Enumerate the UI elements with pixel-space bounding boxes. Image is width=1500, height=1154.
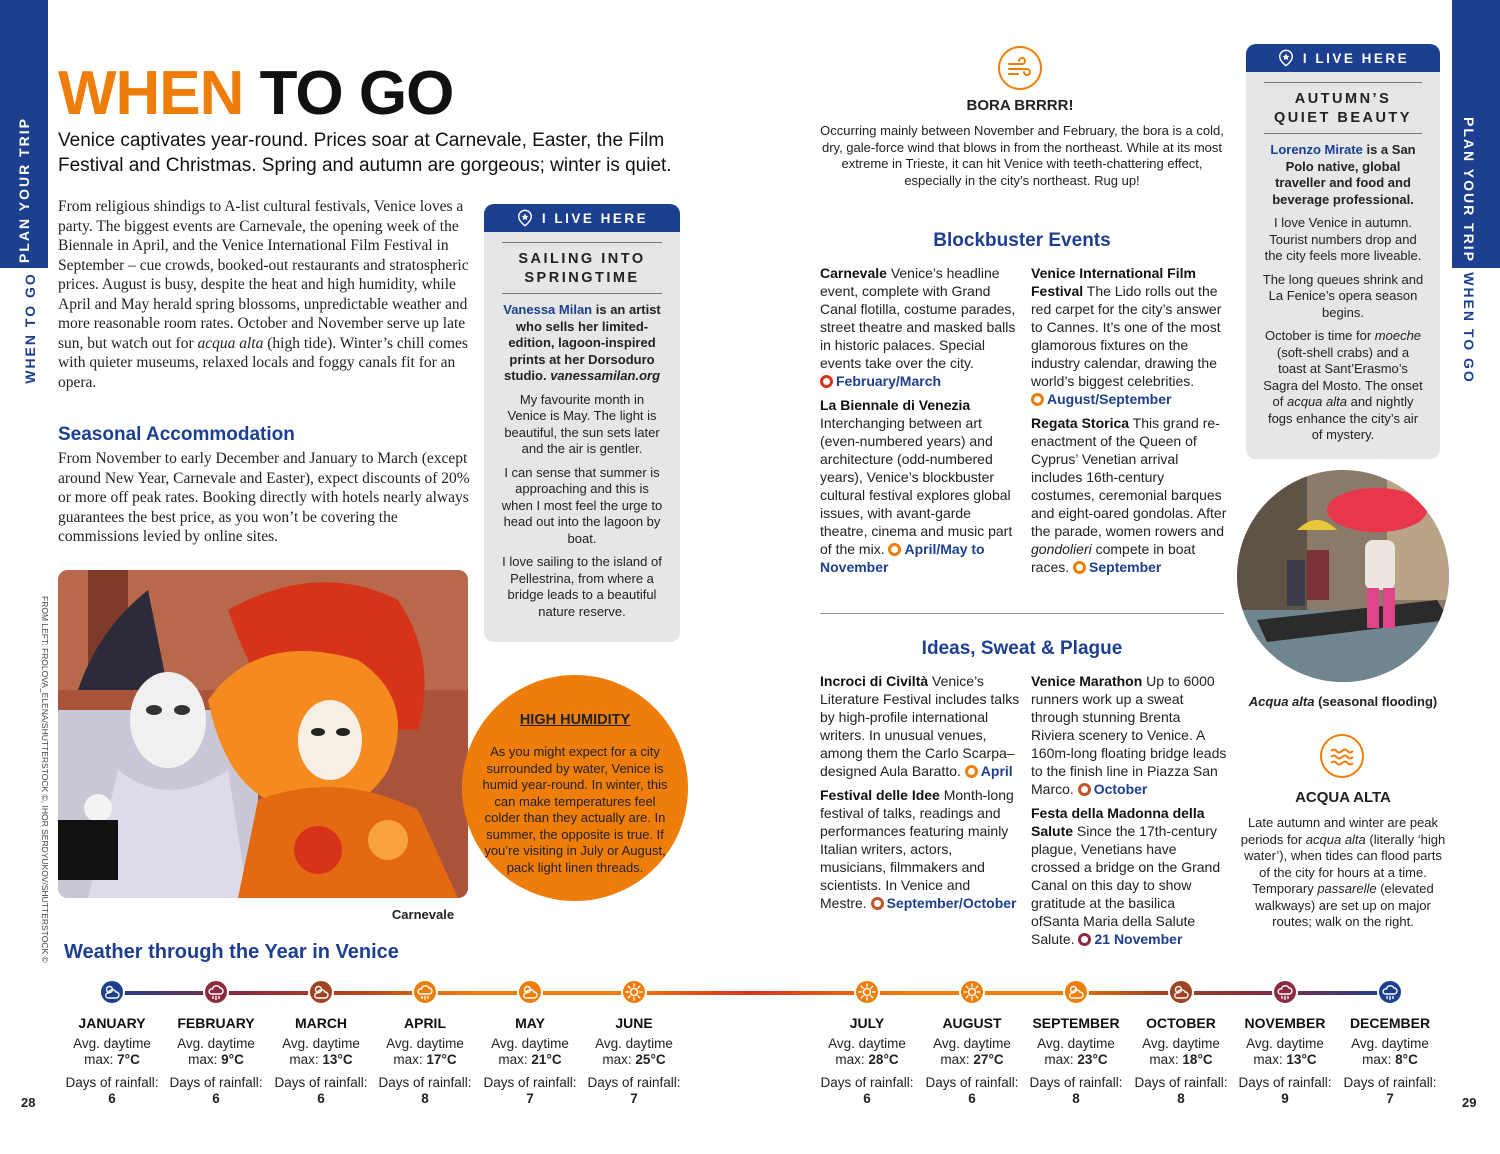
calendar-icon xyxy=(1078,933,1091,946)
month-name: JANUARY xyxy=(78,1015,146,1031)
month-name: MARCH xyxy=(294,1015,348,1031)
month-march xyxy=(261,979,381,1107)
box-bio: Lorenzo Mirate is a San Polo native, global traveller and food and beverage professional. xyxy=(1270,142,1416,207)
cloud-rain-icon xyxy=(1377,979,1403,1005)
event-regata-storica: Regata Storica This grand re-enactment of the Queen of Cyprus’ Venetian arrival includes 16th-century costumes, ceremonial barques and eight-oared gondolas. After the parade, women rowers and gondolieri compete in boat races. September xyxy=(1031,415,1227,575)
event-marathon: Venice Marathon Up to 6000 runners work up a sweat through stunning Brenta Riviera scenery to Venice. A 160m-long floating bridge leads to the finish line in Piazza San Marco. October xyxy=(1031,673,1227,797)
acqua-alta-heading: ACQUA ALTA xyxy=(1295,789,1391,806)
i-live-here-badge: I LIVE HERE xyxy=(1246,44,1440,72)
event-film-festival: Venice International Film Festival The Lido rolls out the red carpet for the city’s answer to Cannes. It’s one of the most glamorous fixtures on the industry calendar, drawing the world’s biggest celebrities. August/September xyxy=(1031,265,1222,407)
box-paragraph-2: The long queues shrink and La Fenice’s opera season begins. xyxy=(1262,271,1424,320)
cloud-rain-icon xyxy=(412,979,438,1005)
month-may xyxy=(470,979,590,1107)
calendar-icon xyxy=(888,543,901,556)
month-february xyxy=(156,979,276,1107)
waves-icon xyxy=(1320,734,1364,778)
humidity-heading: HIGH HUMIDITY xyxy=(519,712,631,728)
month-temp: Avg. daytime max: 27°C xyxy=(933,1036,1011,1067)
box-paragraph-1: My favourite month in Venice is May. The light is beautiful, the sun sets later and the air is gentler. xyxy=(504,391,660,456)
high-humidity-panel xyxy=(462,675,688,901)
month-august xyxy=(912,979,1032,1107)
right-side-tab xyxy=(1452,0,1500,1154)
month-rain: Days of rainfall: 6 xyxy=(65,1075,159,1106)
month-rain: Days of rainfall: 9 xyxy=(1238,1075,1332,1106)
month-october xyxy=(1121,979,1241,1107)
page-subtitle: Venice captivates year-round. Prices soar at Carnevale, Easter, the Film Festival and Christmas. Spring and autumn are gorgeous; winter is quiet. xyxy=(58,130,672,176)
page-number-right: 29 xyxy=(1462,1095,1477,1110)
ideas-heading: Ideas, Sweat & Plague xyxy=(921,638,1123,659)
acqua-alta-caption: Acqua alta (seasonal flooding) xyxy=(1248,694,1438,709)
month-name: FEBRUARY xyxy=(177,1015,255,1031)
month-name: APRIL xyxy=(404,1015,446,1031)
location-star-icon xyxy=(516,209,534,227)
cloud-sun-icon xyxy=(308,979,334,1005)
month-temp: Avg. daytime max: 18°C xyxy=(1142,1036,1220,1067)
i-live-here-box-vanessa xyxy=(484,204,680,642)
left-side-tab xyxy=(0,0,48,1154)
month-temp: Avg. daytime max: 25°C xyxy=(595,1036,673,1067)
blockbuster-heading: Blockbuster Events xyxy=(933,230,1111,251)
side-label-plan: PLAN YOUR TRIP xyxy=(16,117,32,263)
i-live-here-box-lorenzo xyxy=(1246,44,1440,459)
bora-heading: BORA BRRRR! xyxy=(966,97,1074,114)
i-live-here-badge: I LIVE HERE xyxy=(484,204,680,232)
box-paragraph-3: October is time for moeche (soft-shell crabs) and a toast at Sant’Erasmo’s Sagra del Mosto. The onset of acqua alta and nightly fogs enhance the city’s air of mystery. xyxy=(1263,328,1423,442)
sun-icon xyxy=(621,979,647,1005)
month-temp: Avg. daytime max: 8°C xyxy=(1351,1036,1429,1067)
calendar-icon xyxy=(871,897,884,910)
calendar-icon xyxy=(820,375,833,388)
month-temp: Avg. daytime max: 17°C xyxy=(386,1036,464,1067)
box-paragraph-2: I can sense that summer is approaching and this is when I most feel the urge to head out into the lagoon by boat. xyxy=(501,464,663,546)
month-july xyxy=(807,979,927,1107)
box-title: SAILING INTO SPRINGTIME xyxy=(502,242,662,294)
month-name: MAY xyxy=(515,1015,545,1031)
accommodation-paragraph: From November to early December and January to March (except around New Year, Carnevale and Easter), expect discounts of 20% or more off peak rates. Booking directly with hotels nearly always guarantees the best price, as you won’t be covering the commissions levied by online sites. xyxy=(58,450,470,545)
month-name: JUNE xyxy=(615,1015,653,1031)
month-rain: Days of rainfall: 8 xyxy=(1029,1075,1123,1106)
event-festa-salute: Festa della Madonna della Salute Since the 17th-century plague, Venetians have crossed a bridge on the Grand Canal on this day to show gratitude at the basilica ofSanta Maria della Salute Salute. 21 November xyxy=(1031,805,1221,947)
photo-caption: Carnevale xyxy=(391,907,455,922)
box-paragraph-3: I love sailing to the island of Pellestrina, from where a bridge leads to a beautiful nature reserve. xyxy=(502,554,662,619)
month-temp: Avg. daytime max: 28°C xyxy=(828,1036,906,1067)
month-temp: Avg. daytime max: 13°C xyxy=(282,1036,360,1067)
month-rain: Days of rainfall: 8 xyxy=(378,1075,472,1106)
sun-icon xyxy=(959,979,985,1005)
cloud-sun-icon xyxy=(517,979,543,1005)
month-rain: Days of rainfall: 6 xyxy=(820,1075,914,1106)
carnevale-photo xyxy=(58,570,468,898)
side-label-when-right: WHEN TO GO xyxy=(1461,272,1477,384)
month-december xyxy=(1330,979,1450,1107)
blockbuster-column-1 xyxy=(820,264,1020,582)
month-rain: Days of rainfall: 7 xyxy=(1343,1075,1437,1106)
event-incroci: Incroci di Civiltà Venice’s Literature Festival includes talks by high-profile international writers. In unusual venues, among them the Carlo Scarpa–designed Aula Baratto. April xyxy=(820,673,1020,779)
photo-credit: FROM LEFT: FROLOVA_ELENA/SHUTTERSTOCK ©, IHOR SERDYUKOV/SHUTTERSTOCK © xyxy=(40,596,50,963)
month-rain: Days of rainfall: 6 xyxy=(925,1075,1019,1106)
cloud-rain-icon xyxy=(203,979,229,1005)
acqua-alta-photo xyxy=(1237,470,1449,682)
month-temp: Avg. daytime max: 23°C xyxy=(1037,1036,1115,1067)
cloud-sun-icon xyxy=(1168,979,1194,1005)
month-name: OCTOBER xyxy=(1146,1015,1216,1031)
event-festival-idee: Festival delle Idee Month-long festival of talks, readings and performances featuring mainly Italian writers, actors, musicians, filmmakers and scientists. In Venice and Mestre. September/October xyxy=(820,787,1017,911)
month-temp: Avg. daytime max: 13°C xyxy=(1246,1036,1324,1067)
calendar-icon xyxy=(1073,561,1086,574)
month-june xyxy=(574,979,694,1107)
month-november xyxy=(1225,979,1345,1107)
month-rain: Days of rainfall: 8 xyxy=(1134,1075,1228,1106)
month-rain: Days of rainfall: 7 xyxy=(587,1075,681,1106)
weather-heading: Weather through the Year in Venice xyxy=(64,941,399,963)
page-number-left: 28 xyxy=(21,1095,36,1110)
month-name: AUGUST xyxy=(942,1015,1002,1031)
page-title: WHEN TO GO xyxy=(58,59,454,128)
humidity-text: As you might expect for a city surrounded by water, Venice is humid year-round. In winter, this can make temperatures feel colder than they actually are. In summer, the opposite is true. If you’re visiting in July or August, pack light linen threads. xyxy=(482,744,668,875)
box-paragraph-1: I love Venice in autumn. Tourist numbers drop and the city feels more liveable. xyxy=(1264,215,1422,263)
intro-paragraph: From religious shindigs to A-list cultural festivals, Venice loves a party. The biggest events are Carnevale, the opening week of the Biennale in April, and the Venice International Film Festival in September – cue crowds, booked-out restaurants and stratospheric prices. August is busy, despite the heat and high humidity, while April and May herald spring blossoms, unpredictable weather and more reasonable room rates. October and November serve up late sun, but watch out for acqua alta (high tide). Winter’s chill comes with quieter museums, relaxed locals and foggy canals fit for an opera. xyxy=(58,198,469,391)
month-rain: Days of rainfall: 6 xyxy=(274,1075,368,1106)
accommodation-heading: Seasonal Accommodation xyxy=(58,424,295,445)
side-label-plan-right: PLAN YOUR TRIP xyxy=(1461,117,1477,263)
cloud-sun-icon xyxy=(99,979,125,1005)
ideas-column-1 xyxy=(820,672,1020,918)
section-divider xyxy=(820,613,1224,614)
month-temp: Avg. daytime max: 21°C xyxy=(491,1036,569,1067)
side-label-when: WHEN TO GO xyxy=(22,272,38,384)
month-temp: Avg. daytime max: 9°C xyxy=(177,1036,255,1067)
month-rain: Days of rainfall: 6 xyxy=(169,1075,263,1106)
cloud-sun-icon xyxy=(1063,979,1089,1005)
month-temp: Avg. daytime max: 7°C xyxy=(73,1036,151,1067)
sun-icon xyxy=(854,979,880,1005)
month-name: SEPTEMBER xyxy=(1032,1015,1120,1031)
blockbuster-column-2 xyxy=(1031,264,1227,582)
box-title: AUTUMN’S QUIET BEAUTY xyxy=(1264,82,1422,134)
month-september xyxy=(1016,979,1136,1107)
event-biennale: La Biennale di Venezia Interchanging between art (even-numbered years) and architecture (odd-numbered years), Venice’s blockbuster cultural festival explores global issues, with avant-garde theatre, cinema and music part of the mix. April/May to November xyxy=(820,397,1013,575)
event-carnevale: Carnevale Venice’s headline event, complete with Grand Canal flotilla, costume parades, street theatre and masked balls in historic palaces. Special events take over the city. February/March xyxy=(820,265,1016,389)
calendar-icon xyxy=(965,765,978,778)
wind-icon xyxy=(998,46,1042,90)
calendar-icon xyxy=(1031,393,1044,406)
month-april xyxy=(365,979,485,1107)
bora-text: Occurring mainly between November and February, the bora is a cold, dry, gale-force wind that blows in from the northeast. While at its most extreme in Trieste, it can hit Venice with teeth-chattering effect, especially in the city’s northeast. Rug up! xyxy=(820,123,1224,188)
cloud-rain-icon xyxy=(1272,979,1298,1005)
month-name: JULY xyxy=(849,1015,885,1031)
location-star-icon xyxy=(1277,49,1295,67)
month-name: NOVEMBER xyxy=(1244,1015,1326,1031)
acqua-alta-text: Late autumn and winter are peak periods for acqua alta (literally ‘high water’), when tides can flood parts of the city for hours at a time. Temporary passarelle (elevated walkways) are set up on major routes; walk on the right. xyxy=(1240,815,1446,929)
month-january xyxy=(52,979,172,1107)
ideas-column-2 xyxy=(1031,672,1227,954)
calendar-icon xyxy=(1078,783,1091,796)
box-bio: Vanessa Milan is an artist who sells her limited-edition, lagoon-inspired prints at her Dorsoduro studio. vanessamilan.org xyxy=(503,302,661,383)
month-name: DECEMBER xyxy=(1349,1015,1431,1031)
month-rain: Days of rainfall: 7 xyxy=(483,1075,577,1106)
